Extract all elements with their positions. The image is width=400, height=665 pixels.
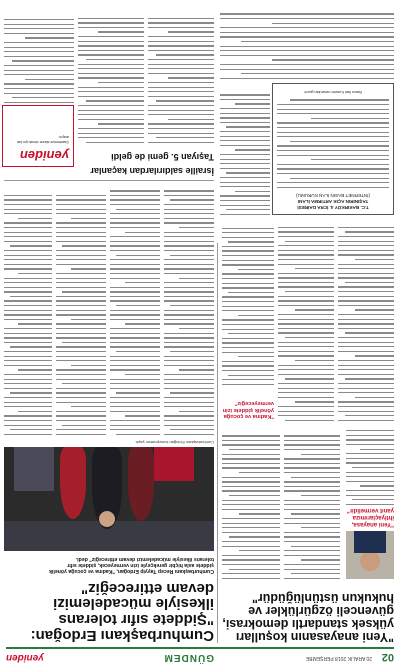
body-text-column [222, 429, 280, 579]
main-headline [4, 580, 214, 643]
story-divider [4, 180, 214, 181]
headline-line: Taşıyan 5. gemi de geldi [111, 152, 214, 162]
speaker-photo [346, 531, 394, 579]
summary-line: şiddete asla hiçbir gerekçeyle izin vermeyecek, şiddete sıfır [67, 562, 214, 569]
notice-title: T.C. BAKIRKÖY 4. İCRA DAİRESİ [297, 205, 369, 210]
column-divider [217, 243, 218, 643]
notice-body [277, 98, 389, 188]
headline-line: yüksek standartlı demokrasi, [222, 616, 394, 631]
subhead-line: "Yeni anayasa, [351, 521, 394, 527]
subhead-line: yanıt vermelidir" [346, 507, 394, 514]
second-body-column [222, 221, 274, 385]
main-summary [4, 555, 214, 573]
second-body-column [278, 221, 334, 421]
newspaper-ad [2, 105, 74, 167]
second-body-column [338, 221, 394, 421]
headline-line: devam ettireceğiz" [80, 579, 214, 597]
subhead-line: ihtiyaçlarımıza [352, 514, 394, 521]
second-story-headline [222, 591, 394, 644]
main-photo [4, 447, 214, 551]
page-number: 02 [381, 651, 394, 663]
second-body-column [220, 85, 270, 215]
notice-source: (İNTERNET BASIN İLAN KURUMU) [296, 193, 370, 198]
notice-subtitle: TAŞINIRIN AÇIK ARTIRMA İLANI [297, 199, 369, 204]
notice-footer: Basın İlan Kurumu www.ilan.gov.tr [304, 90, 362, 94]
third-body-column [4, 13, 74, 103]
main-body-column [164, 185, 214, 435]
ad-text: Gazetemize abone olmak için bizi arayın. [16, 135, 69, 144]
pull-quote: "Kadına ve çocuğa yönelik şiddete izin vermeyeceğiz" [222, 400, 274, 419]
headline-line: güvenceli özgürlükler ve [248, 603, 394, 618]
headline-line: Cumhurbaşkanı Erdoğan: [30, 627, 214, 644]
body-text-column [346, 425, 394, 505]
red-subhead [346, 506, 394, 527]
issue-date: 20 ARALIK 2018 PERŞEMBE [305, 655, 372, 661]
summary-line: tolerans ilkesiyle mücadelemizi devam ettireceğiz" dedi. [75, 556, 214, 563]
section-title: GÜNDEM [163, 652, 214, 663]
third-body-column [78, 13, 144, 143]
bottom-text [220, 9, 394, 79]
headline-line: hukukun üstünlüğüdür" [251, 590, 394, 605]
legal-notice [272, 83, 394, 215]
ad-logo: yeniden [19, 148, 69, 163]
photo-caption: Cumhurbaşkanı Erdoğan konuşmasını yaptı. [134, 440, 214, 445]
headline-line: "Yeni anayasanın koşulları [235, 630, 394, 644]
body-text-column [284, 429, 340, 579]
main-body-column [4, 185, 52, 435]
headline-line: İsraille saldırılardan kaçanlar [90, 166, 214, 176]
headline-line: ilkesiyle mücadelemizi [53, 595, 214, 613]
masthead-logo: yeniden [6, 652, 44, 663]
main-body-column [110, 185, 160, 435]
headline-line: "Şiddete sıfır tolerans [58, 611, 214, 629]
fourth-story-headline [74, 152, 214, 161]
main-body-column [56, 185, 106, 435]
third-body-column [148, 13, 214, 143]
summary-line: Cumhurbaşkanı Recep Tayyip Erdoğan, "Kadına ve çocuğa yönelik [49, 568, 214, 574]
page-header [6, 647, 394, 663]
